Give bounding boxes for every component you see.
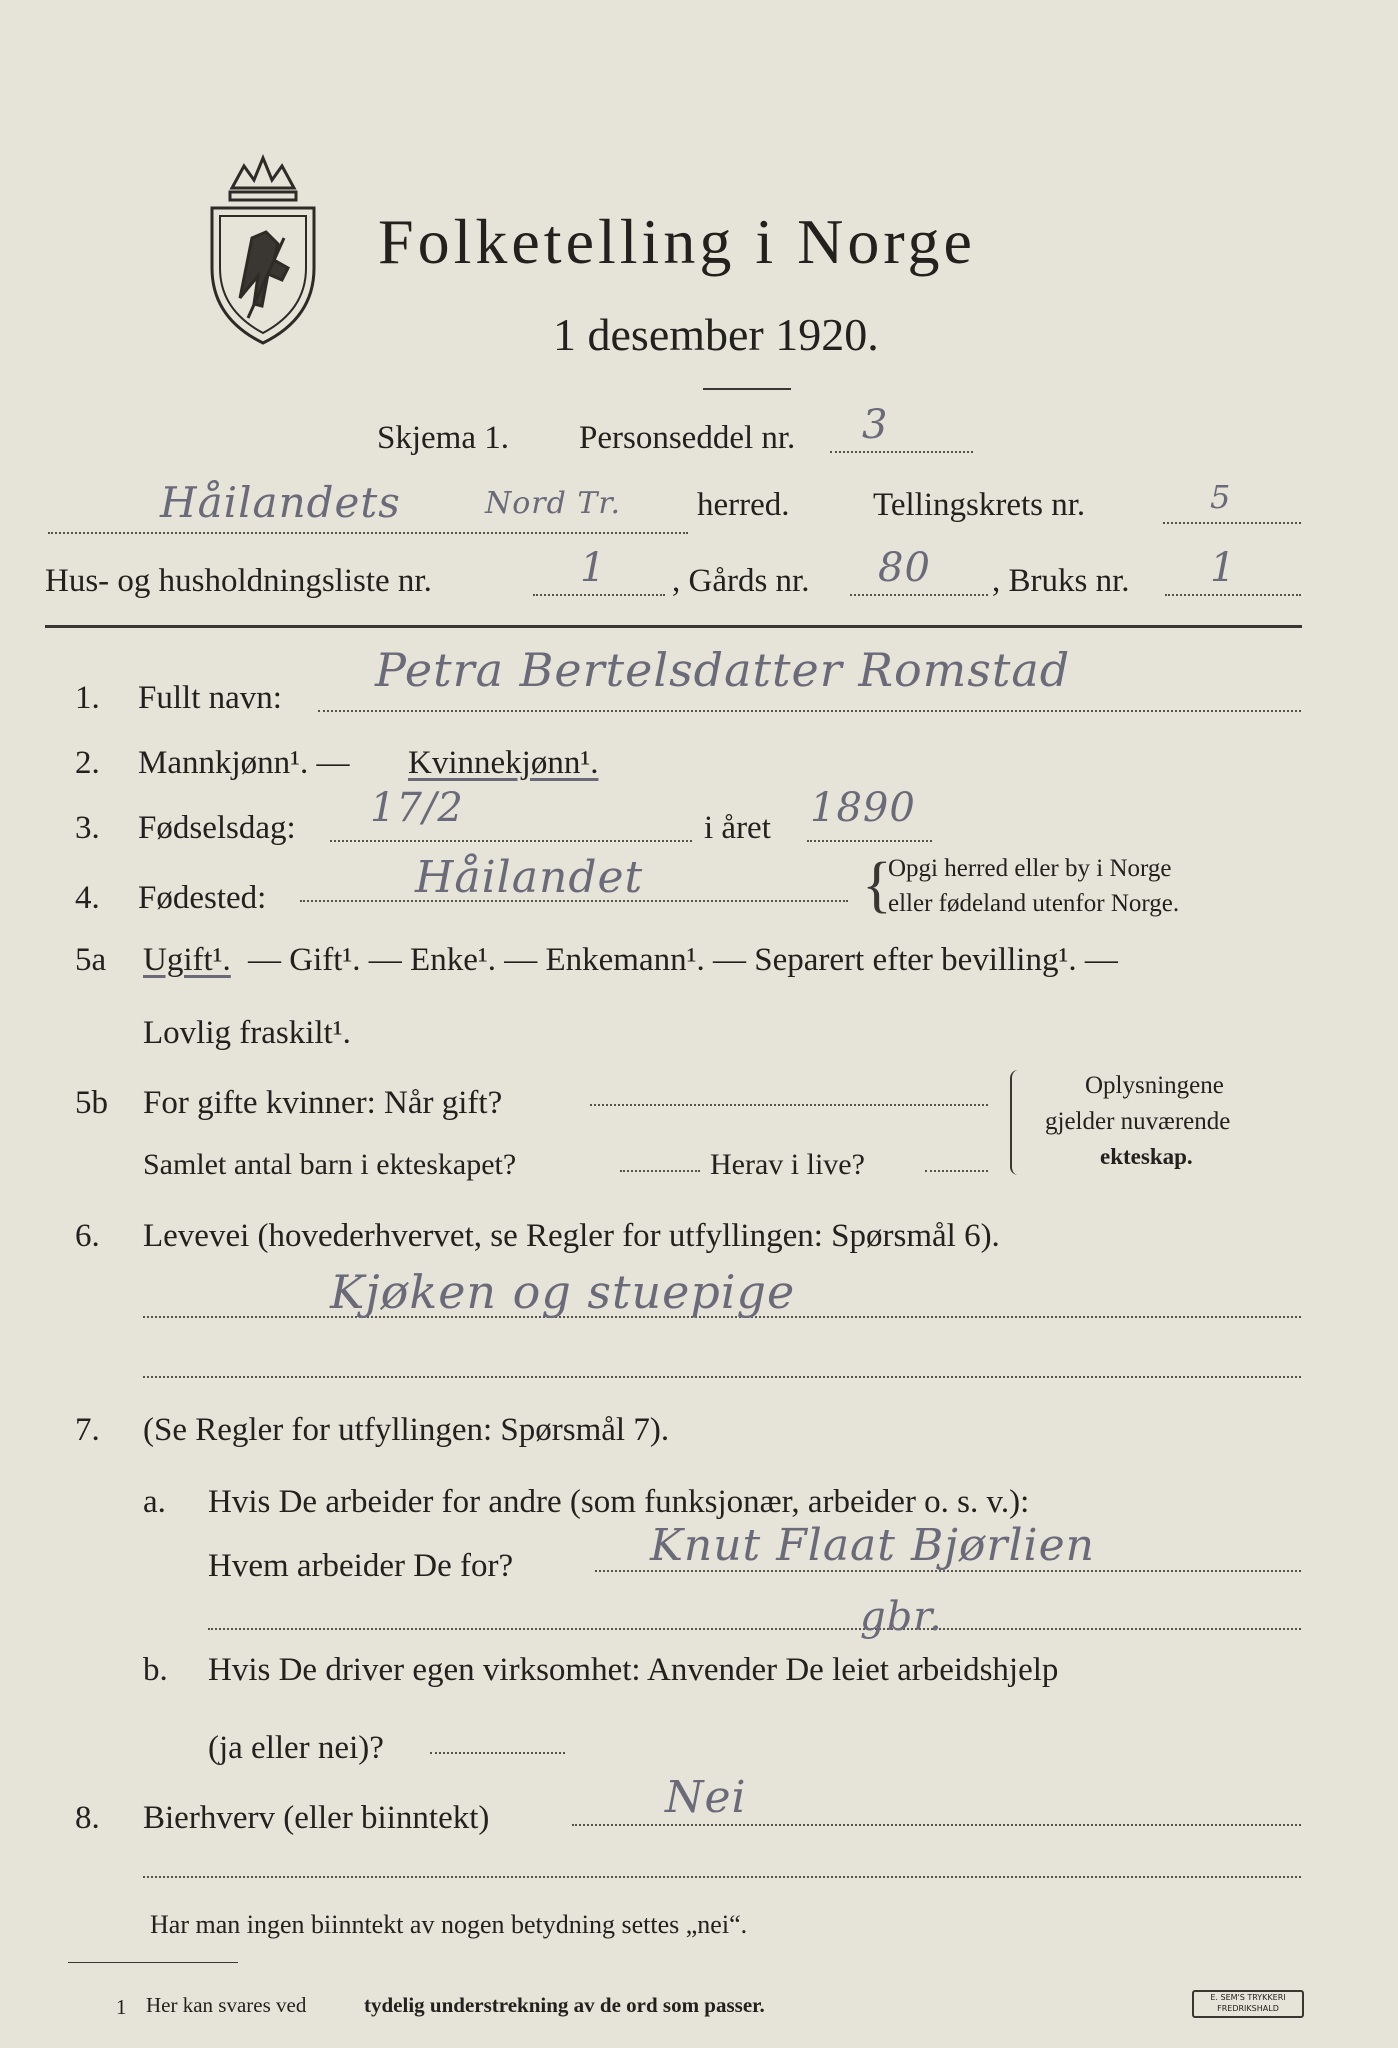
q5b-line-1 [590,1104,988,1106]
q3-label: Fødselsdag: [138,810,296,846]
bruks-line [1165,594,1301,596]
bruks-label: , Bruks nr. [992,563,1130,599]
q7a-line-2 [208,1628,1301,1630]
q5b-bracket [1010,1070,1022,1175]
q5b-line-3 [925,1170,988,1172]
q3-year-line [807,840,932,842]
q7a-value: Knut Flaat Bjørlien [650,1520,1095,1571]
q8-line-2 [143,1876,1301,1878]
footnote-number: 1 [116,1995,127,2019]
q5a-ugift: Ugift¹. [143,942,231,978]
q6-number: 6. [75,1218,100,1254]
q5a-number: 5a [75,942,107,978]
q5b-label: For gifte kvinner: Når gift? [143,1085,503,1121]
footer-note: Har man ingen biinntekt av nogen betydning settes „nei“. [150,1910,748,1939]
q4-value: Håilandet [415,852,644,903]
q6-label: Levevei (hovederhvervet, se Regler for utfyllingen: Spørsmål 6). [143,1218,1000,1254]
q5b-note-2: gjelder nuværende [1045,1108,1231,1135]
herred-value-2: Nord Tr. [485,486,621,521]
title-divider [703,388,791,390]
q5b-note-1: Oplysningene [1085,1072,1224,1099]
footnote-bold: tydelig understrekning av de ord som passer. [364,1993,765,2017]
q2-number: 2. [75,745,100,781]
q5b-line-2 [620,1170,700,1172]
q7b-question: (ja eller nei)? [208,1730,384,1766]
q8-value: Nei [665,1772,747,1823]
herred-line [48,532,688,534]
q5b-label-2: Samlet antal barn i ekteskapet? [143,1148,517,1181]
q3-year-label: i året [704,810,771,846]
q4-note-1: Opgi herred eller by i Norge [888,855,1172,882]
q4-number: 4. [75,880,100,916]
gards-line [850,594,988,596]
q7b-line [430,1752,565,1754]
gards-label: , Gårds nr. [672,563,810,599]
q7a-number: a. [143,1484,166,1520]
form-date: 1 desember 1920. [553,309,879,360]
q3-year-value: 1890 [810,785,916,831]
hus-value: 1 [580,545,607,591]
tellingskrets-label: Tellingskrets nr. [873,487,1086,523]
q3-value: 17/2 [370,785,464,831]
hus-label: Hus- og husholdningsliste nr. [45,563,432,599]
coat-of-arms-icon [204,148,322,348]
q7a-question: Hvem arbeider De for? [208,1548,514,1584]
herred-label: herred. [697,487,790,523]
hus-line [533,594,665,596]
schema-label: Skjema 1. [377,420,509,456]
q8-label: Bierhverv (eller biinntekt) [143,1800,490,1836]
q7a-value-2: gbr. [860,1594,943,1640]
q1-value: Petra Bertelsdatter Romstad [375,643,1071,697]
tellingskrets-value: 5 [1210,478,1232,516]
q1-number: 1. [75,680,100,716]
q7b-number: b. [143,1652,168,1688]
q7-number: 7. [75,1412,100,1448]
q6-value: Kjøken og stuepige [330,1265,796,1319]
q2-kvinne: Kvinnekjønn¹. [408,745,599,781]
q7a-label: Hvis De arbeider for andre (som funksjonær, arbeider o. s. v.): [208,1484,1030,1520]
q5b-herav: Herav i live? [710,1148,865,1181]
q7b-label: Hvis De driver egen virksomhet: Anvender De leiet arbeidshjelp [208,1652,1059,1688]
personseddel-label: Personseddel nr. [579,420,796,456]
q4-brace: { [862,851,892,919]
footnote-rule [68,1962,238,1963]
form-title: Folketelling i Norge [378,206,976,277]
tellingskrets-line [1163,522,1301,524]
q3-number: 3. [75,810,100,846]
q7-label: (Se Regler for utfyllingen: Spørsmål 7). [143,1412,670,1448]
bruks-value: 1 [1210,545,1237,591]
herred-value: Håilandets [160,478,401,527]
q6-line-2 [143,1376,1301,1378]
printer-text: E. SEM'S TRYKKERI FREDRIKSHALD [1210,1993,1286,2013]
q4-label: Fødested: [138,880,267,916]
footnote-text: Her kan svares ved [146,1993,307,2017]
q1-line [318,710,1301,712]
personseddel-line [830,451,973,453]
personseddel-value: 3 [862,402,889,448]
printer-stamp [1192,1990,1304,2018]
q5a-line2: Lovlig fraskilt¹. [143,1015,351,1051]
q8-number: 8. [75,1800,100,1836]
q5b-note-3: ekteskap. [1100,1144,1193,1169]
q5a-rest: — Gift¹. — Enke¹. — Enkemann¹. — Separert efter bevilling¹. — [248,942,1118,978]
q5b-number: 5b [75,1085,108,1121]
q8-line-1 [572,1824,1301,1826]
q3-line [330,840,692,842]
q1-label: Fullt navn: [138,680,282,716]
q4-note-2: eller fødeland utenfor Norge. [888,890,1180,917]
gards-value: 80 [878,545,931,591]
header-rule [45,625,1302,628]
q2-mann: Mannkjønn¹. — [138,745,350,781]
